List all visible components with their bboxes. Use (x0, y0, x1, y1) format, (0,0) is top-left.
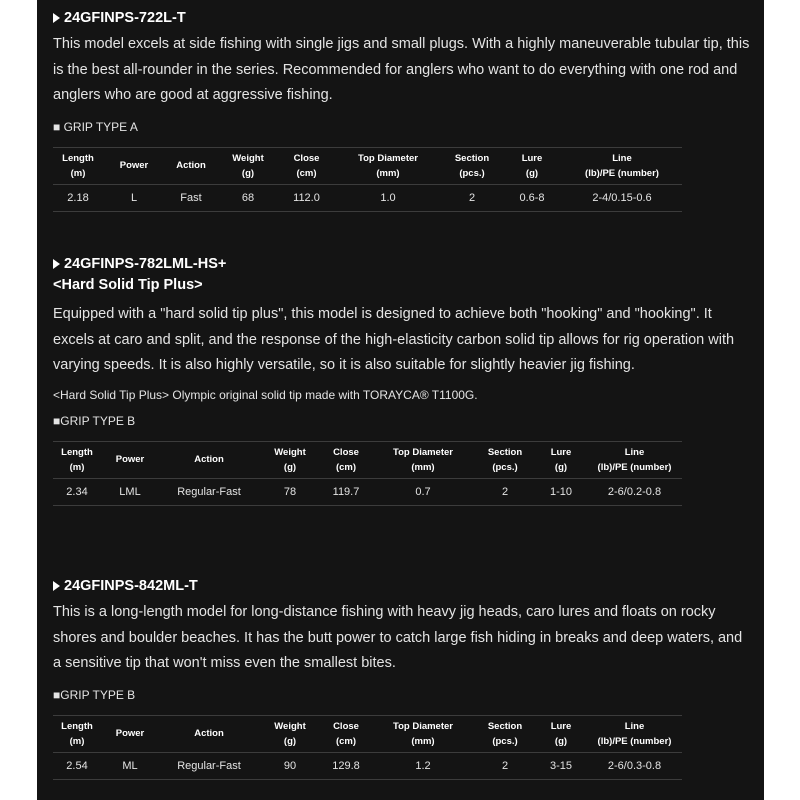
cell-weight: 68 (217, 184, 279, 211)
grip-type: ■GRIP TYPE B (53, 687, 136, 702)
cell-close: 119.7 (321, 478, 371, 505)
header-action: Action (159, 441, 259, 478)
header-lure: Lure (g) (502, 147, 562, 184)
header-power: Power (101, 715, 159, 752)
header-length: Length (m) (53, 441, 101, 478)
grip-type: ■ GRIP TYPE A (53, 119, 138, 134)
cell-lure: 3-15 (535, 752, 587, 779)
spec-header-row (53, 147, 682, 184)
model-title (53, 576, 753, 596)
header-power: Power (101, 441, 159, 478)
product-spec-panel (37, 0, 764, 800)
header-line: Line (lb)/PE (number) (587, 715, 682, 752)
header-section: Section (pcs.) (442, 147, 502, 184)
model-name: 24GFINPS-722L-T (64, 10, 186, 26)
spec-table (53, 715, 682, 780)
model-name: 24GFINPS-842ML-T (64, 578, 198, 594)
header-weight: Weight (g) (259, 441, 321, 478)
cell-lure: 0.6-8 (502, 184, 562, 211)
triangle-right-icon (53, 259, 60, 269)
header-close: Close (cm) (321, 715, 371, 752)
header-weight: Weight (g) (217, 147, 279, 184)
cell-power: ML (101, 752, 159, 779)
cell-weight: 90 (259, 752, 321, 779)
header-lure: Lure (g) (535, 441, 587, 478)
cell-power: LML (101, 478, 159, 505)
cell-length: 2.54 (53, 752, 101, 779)
header-line: Line (lb)/PE (number) (562, 147, 682, 184)
header-close: Close (cm) (279, 147, 334, 184)
header-section: Section (pcs.) (475, 441, 535, 478)
cell-close: 112.0 (279, 184, 334, 211)
header-length: Length (m) (53, 147, 103, 184)
spec-header-row (53, 441, 682, 478)
spec-row (53, 478, 682, 505)
model-note: <Hard Solid Tip Plus> Olympic original solid tip made with TORAYCA® T1100G. (53, 387, 478, 402)
triangle-right-icon (53, 581, 60, 591)
cell-top-diameter: 1.0 (334, 184, 442, 211)
model-description: This model excels at side fishing with single jigs and small plugs. With a highly maneuverable tubular tip, this is the best all-rounder in the series. Recommended for anglers who want to do everything with one rod and anglers who are good at aggressive fishing. (53, 36, 750, 103)
model-section (53, 254, 753, 506)
spec-table (53, 147, 682, 212)
header-power: Power (103, 147, 165, 184)
cell-power: L (103, 184, 165, 211)
model-description: This is a long-length model for long-distance fishing with heavy jig heads, caro lures and floats on rocky shores and boulder beaches. It has the butt power to catch large fish hiding in breaks and deep waters, and a sensitive tip that won't miss even the smallest bites. (53, 604, 743, 671)
cell-length: 2.34 (53, 478, 101, 505)
header-top-diameter: Top Diameter (mm) (371, 715, 475, 752)
model-subtitle: <Hard Solid Tip Plus> (53, 277, 203, 293)
cell-length: 2.18 (53, 184, 103, 211)
cell-weight: 78 (259, 478, 321, 505)
cell-top-diameter: 0.7 (371, 478, 475, 505)
header-length: Length (m) (53, 715, 101, 752)
cell-line: 2-6/0.3-0.8 (587, 752, 682, 779)
model-description: Equipped with a "hard solid tip plus", this model is designed to achieve both "hooking" and "hooking". It excels at caro and split, and the response of the high-elasticity carbon solid tip allows for rig operation with varying speeds. It is also highly versatile, so it is also suitable for slightly heavier jig fishing. (53, 306, 735, 373)
spec-row (53, 752, 682, 779)
cell-close: 129.8 (321, 752, 371, 779)
model-name: 24GFINPS-782LML-HS+ (64, 256, 227, 272)
cell-line: 2-6/0.2-0.8 (587, 478, 682, 505)
spec-row (53, 184, 682, 211)
grip-type: ■GRIP TYPE B (53, 413, 136, 428)
cell-top-diameter: 1.2 (371, 752, 475, 779)
cell-section: 2 (475, 752, 535, 779)
cell-section: 2 (442, 184, 502, 211)
triangle-right-icon (53, 13, 60, 23)
header-action: Action (165, 147, 217, 184)
model-section (53, 576, 753, 780)
spec-table (53, 441, 682, 506)
cell-action: Regular-Fast (159, 478, 259, 505)
header-action: Action (159, 715, 259, 752)
cell-action: Regular-Fast (159, 752, 259, 779)
cell-lure: 1-10 (535, 478, 587, 505)
spec-header-row (53, 715, 682, 752)
cell-section: 2 (475, 478, 535, 505)
header-close: Close (cm) (321, 441, 371, 478)
header-top-diameter: Top Diameter (mm) (371, 441, 475, 478)
cell-action: Fast (165, 184, 217, 211)
header-line: Line (lb)/PE (number) (587, 441, 682, 478)
model-title (53, 8, 753, 28)
header-section: Section (pcs.) (475, 715, 535, 752)
model-section (53, 8, 753, 212)
header-lure: Lure (g) (535, 715, 587, 752)
header-weight: Weight (g) (259, 715, 321, 752)
header-top-diameter: Top Diameter (mm) (334, 147, 442, 184)
model-title (53, 254, 753, 274)
cell-line: 2-4/0.15-0.6 (562, 184, 682, 211)
